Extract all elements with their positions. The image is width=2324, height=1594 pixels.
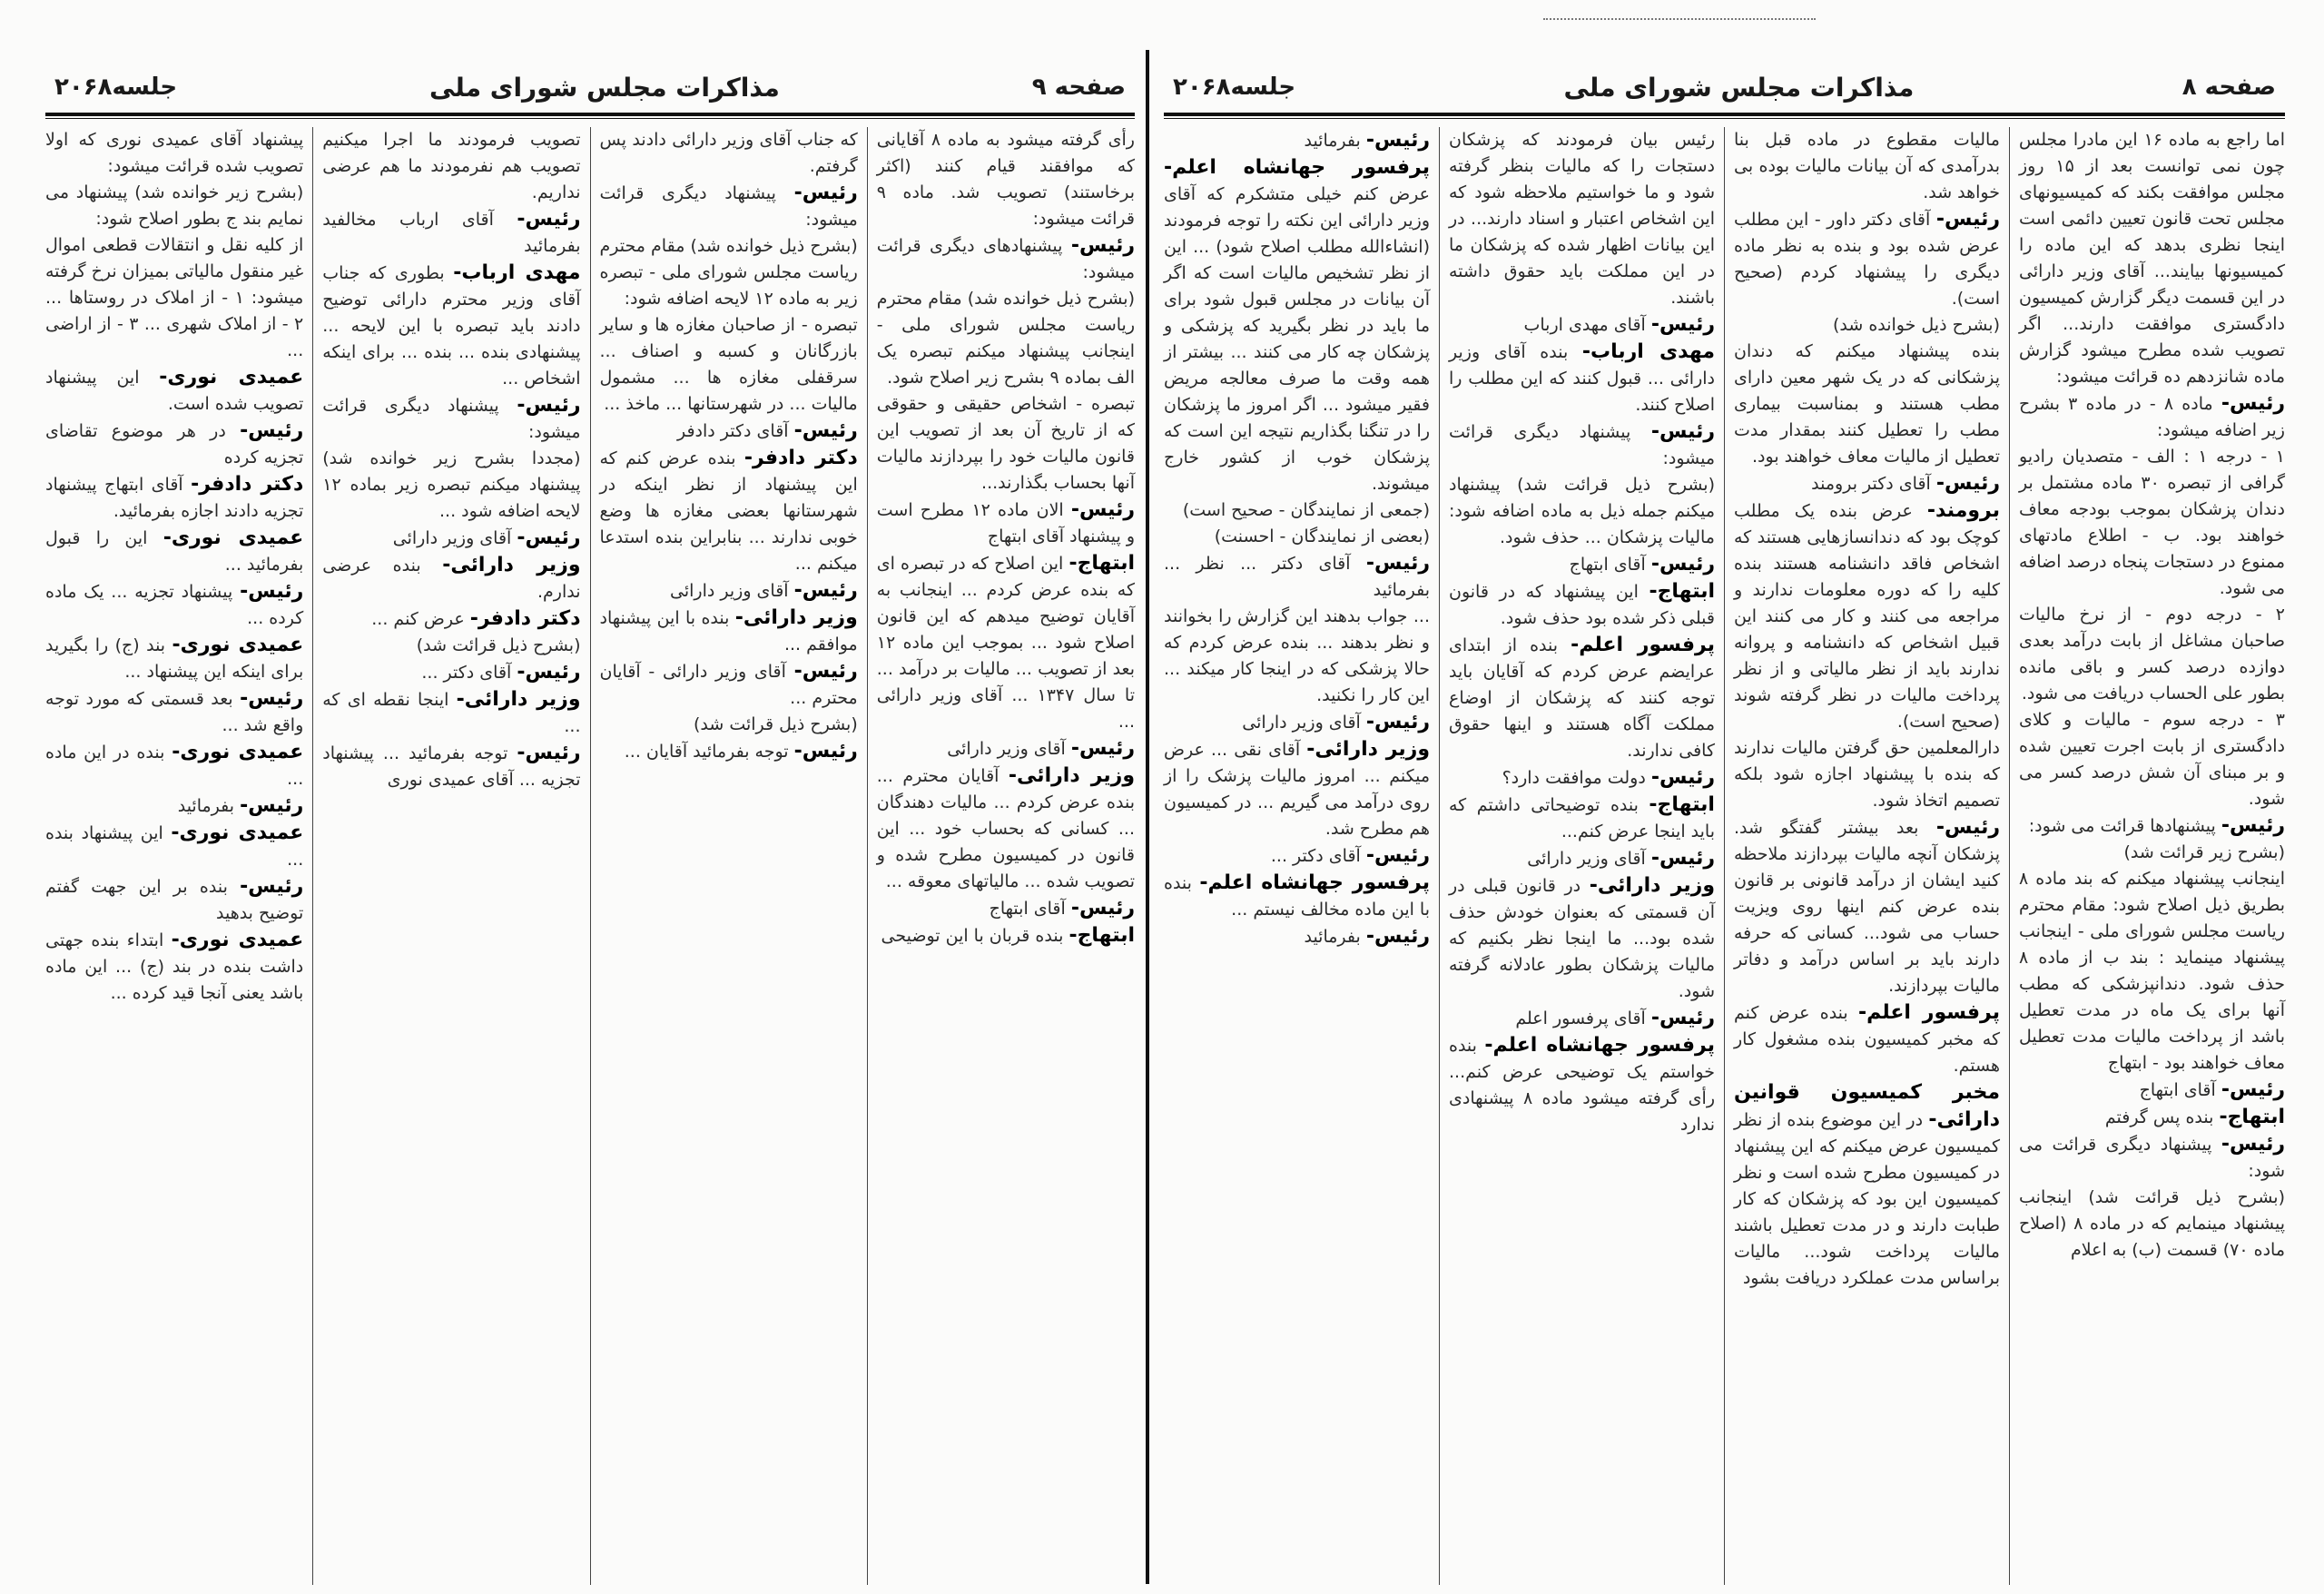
speaker-name: رئیس- [1365, 552, 1431, 575]
paragraph [322, 686, 580, 740]
speech-text: بنده بر این جهت گفتم توضیح بدهید [45, 877, 304, 923]
speech-text: (مجددا بشرح زیر خوانده شد) پیشنهاد میکنم تبصره زیر بماده ۱۲ لایحه اضافه شود ... [322, 448, 581, 521]
paragraph [1449, 1005, 1715, 1032]
paragraph [1164, 154, 1430, 497]
speaker-name: وزیر دارائی- [1589, 874, 1715, 897]
speech-text: بفرمائید [177, 796, 235, 816]
speaker-name: رئیس- [1365, 925, 1430, 948]
paragraph [1164, 497, 1430, 524]
speech-text: (بشرح زیر قرائت شد) [2123, 842, 2285, 862]
text-column [590, 127, 867, 1585]
paragraph [1734, 1079, 2000, 1292]
speech-text: پیشنهادهای دیگری قرائت میشود: [876, 236, 1135, 282]
column-body [1449, 127, 1715, 1138]
speech-text: آقای دکتر برومند [1811, 474, 1931, 494]
paragraph [1734, 814, 2000, 999]
speech-text: بنده پس گرفتم [2104, 1107, 2214, 1127]
header-rule-thin [1164, 118, 2285, 119]
speech-text: بنده عرضی ندارم. [322, 556, 581, 602]
paragraph [600, 712, 858, 738]
speaker-name: عمیدی نوری- [171, 929, 304, 951]
paragraph [45, 873, 303, 927]
speech-text: پیشنهادها قرائت می شود: [2028, 816, 2216, 836]
paragraph [322, 392, 580, 446]
paragraph [45, 180, 303, 232]
page-gutter-rule [1146, 50, 1149, 1584]
speaker-name: عمیدی نوری- [162, 526, 304, 549]
speaker-name: رئیس- [240, 687, 304, 710]
speaker-name: عمیدی نوری- [171, 822, 304, 844]
speech-text: آقای وزیر دارائی - آقایان محترم ... [599, 662, 858, 708]
speaker-name: رئیس- [240, 580, 304, 603]
paragraph [1734, 735, 2000, 814]
speech-text: دارالمعلمین حق گرفتن مالیات ندارند که بنده با پیشنهاد اجازه شود بلکه تصمیم اتخاذ شود. [1734, 738, 2000, 811]
columns [36, 127, 1144, 1585]
speaker-name: برومند- [1926, 499, 2000, 522]
paragraph [1734, 206, 2000, 312]
speech-text: (بشرح ذیل خوانده شد) [1832, 315, 2000, 335]
speech-text: این اصلاح که در تبصره ای که بنده عرض کردم ... اینجانب به آقایان توضیح میدهم که این قانون اصلاح شود ... بموجب این ماده ۱۲ بعد از تصویب ... مالیات بر درآمد ... تا سال ۱۳۴۷ ... آقای وزیر دارائی ... [876, 554, 1135, 732]
paragraph [45, 820, 303, 873]
speaker-name: رئیس- [793, 579, 858, 602]
paragraph [2019, 444, 2285, 602]
paragraph [1449, 872, 1715, 1005]
speech-text: ... جواب بدهند این گزارش را بخوانند و نظر بدهند ... بنده عرض کردم که حالا پزشکی که در اینجا کار میکند ... این کار را نکنید. [1164, 606, 1430, 705]
paragraph [600, 445, 858, 577]
page-number: صفحه ۹ [1031, 74, 1126, 101]
speech-text: بنده عرض کنم که این پیشنهاد از نظر اینکه در شهرستانها بعضی مغازه ها وضع خوبی ندارند ... بنابراین بنده استدعا میکنم ... [599, 448, 858, 574]
text-column [1724, 127, 2009, 1585]
speaker-name: وزیر دارائی- [734, 606, 858, 629]
speaker-name: رئیس- [2221, 1078, 2285, 1101]
paragraph [1449, 339, 1715, 418]
column-body [322, 127, 580, 793]
paragraph [1734, 497, 2000, 735]
speaker-name: مهدی ارباب- [453, 261, 581, 284]
paragraph [1734, 999, 2000, 1079]
speaker-name: ابتهاج- [1068, 924, 1135, 947]
text-column [312, 127, 589, 1585]
speaker-name: رئیس- [793, 419, 858, 442]
page-header [1155, 64, 2294, 111]
speech-text: آقای وزیر دارائی [392, 528, 512, 548]
paragraph [877, 391, 1135, 497]
speech-text: (بشرح زیر خوانده شد) پیشنهاد می نمایم بند ج بطور اصلاح شود: [45, 182, 304, 229]
paragraph [2019, 602, 2285, 707]
speaker-name: رئیس- [1935, 208, 2000, 231]
paragraph [877, 922, 1135, 950]
speaker-name: رئیس- [240, 419, 304, 442]
paragraph [45, 792, 303, 820]
paragraph [1449, 632, 1715, 764]
text-column [1155, 127, 1439, 1585]
speech-text: بند (ج) را بگیرید برای اینکه این پیشنهاد ... [45, 635, 304, 682]
speech-text: بطوری که جناب آقای وزیر محترم دارائی توضیح دادند باید تبصره با این لایحه ... پیشنهادی بنده ... بنده ... برای اینکه اشخاص ... [322, 263, 581, 389]
paragraph [45, 418, 303, 471]
paragraph [45, 578, 303, 632]
page-title: مذاکرات مجلس شورای ملی [428, 72, 780, 103]
speech-text: آقایان محترم ... بنده عرض کردم ... مالیات دهندگان ... کسانی که بحساب خود ... این قانون در کمیسیون مطرح شده و تصویب شده ... مالیاتهای معوقه ... [876, 766, 1135, 891]
paragraph [1164, 870, 1430, 923]
paragraph [600, 738, 858, 765]
speech-text: اینجانب پیشنهاد میکنم که بند ماده ۸ بطریق ذیل اصلاح شود: مقام محترم ریاست مجلس شورای ملی - اینجانب پیشنهاد مینماید : بند ب از ماده ۸ حذف شود. دندانپزشکی که مطب آنها برای یک ماه در مدت تعطیل باشد از پرداخت مالیات مدت تعطیل معاف خواهند بود - ابتهاج [2019, 869, 2285, 1073]
speaker-name: دکتر دادفر- [191, 473, 304, 496]
speech-text: بعد قسمتی که مورد توجه واقع شد ... [45, 689, 304, 735]
speaker-name: رئیس- [517, 208, 581, 231]
paragraph [600, 180, 858, 233]
paragraph [1164, 550, 1430, 604]
speech-text: (بشرح ذیل قرائت شد) اینجانب پیشنهاد مینمایم که در ماده ۸ (اصلاح ماده ۷۰) قسمت (ب) به اعلام [2019, 1187, 2286, 1260]
paragraph [45, 685, 303, 739]
speech-text: بنده خواستم یک توضیحی عرض کنم... رأی گرفته میشود ماده ۸ پیشنهادی ندارد [1449, 1036, 1715, 1135]
paragraph [877, 763, 1135, 895]
speaker-name: رئیس- [2221, 814, 2285, 837]
paragraph [45, 364, 303, 418]
speaker-name: وزیر دارائی- [1306, 738, 1431, 761]
speech-text: آقای نقی ... عرض میکنم ... امروز مالیات پزشک را از روی درآمد می گیریم ... در کمیسیون هم مطرح شد. [1164, 740, 1430, 839]
paragraph [322, 525, 580, 552]
speaker-name: دکتر دادفر- [469, 607, 581, 630]
speaker-name: رئیس- [240, 794, 304, 817]
speaker-name: وزیر دارائی- [1008, 764, 1135, 787]
paragraph [1449, 1032, 1715, 1138]
speech-text: آقای پرفسور اعلم [1515, 1009, 1646, 1028]
speaker-name: رئیس- [517, 742, 581, 764]
speaker-name: پرفسور اعلم- [1571, 634, 1715, 656]
paragraph [2019, 707, 2285, 812]
column-body [2019, 127, 2285, 1264]
speaker-name: رئیس- [1365, 129, 1430, 152]
paragraph [1734, 470, 2000, 497]
speaker-name: رئیس- [2221, 392, 2285, 415]
column-body [1734, 127, 2000, 1292]
paragraph [1164, 127, 1430, 154]
paragraph [600, 605, 858, 658]
speaker-name: رئیس- [517, 661, 581, 684]
header-rule-thin [45, 118, 1135, 119]
paragraph [45, 739, 303, 792]
speech-text: در قانون قبلی در آن قسمتی که بعنوان خودش حذف شده بود... ما اینجا نظر بکنیم که مالیات پزشکان بطور عادلانه گرفته شود. [1449, 876, 1715, 1001]
paragraph [45, 632, 303, 685]
speaker-name: ابتهاج- [1068, 552, 1135, 575]
paragraph [322, 605, 580, 633]
speaker-name: پرفسور جهانشاه اعلم- [1199, 871, 1431, 894]
paragraph [877, 895, 1135, 922]
speaker-name: رئیس- [517, 526, 581, 549]
speech-text: بنده در این ماده ... [45, 743, 304, 789]
paragraph [1449, 578, 1715, 632]
paragraph [1449, 845, 1715, 872]
paragraph [877, 735, 1135, 763]
session-number: جلسه۲۰۶۸ [1173, 74, 1296, 101]
speech-text: بفرمائید [1304, 927, 1361, 947]
paragraph [2019, 812, 2285, 840]
speech-text: بعد بیشتر گفتگو شد. پزشکان آنچه مالیات بپردازند ملاحظه کنید ایشان از درآمد قانونی بر قانون بنده عرض کنم اینها روی ویزیت حساب می شود... کسانی که حرفه دارند باید بر اساس درآمد و دفاتر مالیات بپردازند. [1734, 818, 2000, 996]
speaker-name: دکتر دادفر- [743, 447, 858, 469]
paragraph [322, 260, 580, 392]
speech-text: آقای دکتر دادفر [676, 421, 789, 441]
speech-text: ۱ - درجه ۱ : الف - متصدیان رادیو گرافی از تبصره ۳۰ ماده مشتمل بر دندان پزشکان بموجب بودجه معاف خواهند بود. ب - اطلاع مادتهای ممنوع در دستجات پنجاه درصد اضافه می شود. [2019, 447, 2285, 598]
paragraph [1449, 792, 1715, 845]
paragraph [2019, 866, 2285, 1077]
paragraph [2019, 390, 2285, 444]
speech-text: ۳ - درجه سوم - مالیات و کلای دادگستری از بابت اجرت تعیین شده و بر مبنای آن شش درصد کسر می شود. [2019, 710, 2285, 809]
paragraph: رئیس بیان فرمودند که پزشکان دستجات را که مالیات بنظر گرفته شود و ما خواستیم ملاحظه شود که این اشخاص اعتبار و اسناد دارند... در این بیانات اظهار شده که پزشکان ما در این مملکت باید حقوق داشته باشند. [1449, 130, 1715, 308]
speech-text: آقای ارباب مخالفید بفرمائید [322, 210, 581, 256]
paragraph [877, 497, 1135, 550]
column-body [600, 127, 858, 765]
speaker-name: رئیس- [1070, 737, 1135, 760]
paragraph: رأی گرفته میشود به ماده ۸ آقایانی که موافقند قیام کنند (اکثر برخاستند) تصویب شد. ماده ۹ قرائت میشود: [876, 130, 1135, 229]
speaker-name: رئیس- [793, 660, 858, 683]
speech-text: آقای ابتهاج [989, 899, 1066, 919]
paragraph [1449, 764, 1715, 792]
paragraph [1449, 311, 1715, 339]
speaker-name: رئیس- [793, 740, 858, 763]
column-body [1164, 127, 1430, 950]
paragraph [2019, 1104, 2285, 1131]
speaker-name: رئیس- [240, 875, 304, 898]
speaker-name: رئیس- [1070, 498, 1135, 521]
paragraph [600, 312, 858, 418]
column-body [877, 127, 1135, 950]
speaker-name: رئیس- [1650, 420, 1715, 443]
speech-text: این پیشنهاد تصویب شده است. [45, 368, 304, 414]
speech-text: عرض کنم خیلی متشکرم که آقای وزیر دارائی این نکته را توجه فرمودند (انشاءالله مطلب اصلاح شود) ... این از نظر تشخیص مالیات است که اگر آن بیانات در مجلس قبول شود برای ما باید در نظر بگیرید که پزشکی و پزشکان چه کار می کنند ... بیشتر از همه وقت ما صرف معالجه مریض فقیر میشود ... اگر امروز ما پزشکان را در تنگنا بگذاریم نتیجه این است که پزشکان خوب از کشور خارج میشوند. [1164, 184, 1430, 494]
paragraph [600, 418, 858, 445]
paragraph [600, 233, 858, 312]
page-header [36, 64, 1144, 111]
speech-text: (بشرح ذیل خوانده شد) مقام محترم ریاست مجلس شورای ملی - اینجانب پیشنهاد میکنم تبصره یک الف بماده ۹ بشرح زیر اصلاح شود. [876, 289, 1135, 388]
paragraph [322, 552, 580, 605]
speech-text: پیشنهاد دیگری قرائت میشود: [322, 396, 581, 442]
speech-text: ماده ۸ - در ماده ۳ بشرح زیر اضافه میشود: [2019, 394, 2285, 440]
speech-text: ابتداء بنده جهتی داشت بنده در بند (ج) ... این ماده باشد یعنی آنجا قید کرده ... [45, 930, 304, 1003]
speech-text: آقای ابتهاج [2139, 1080, 2216, 1100]
paragraph: مالیات مقطوع در ماده قبل بنا بدرآمدی که آن بیانات مالیات بوده بی خواهد شد. [1734, 130, 2000, 202]
speech-text: (بشرح ذیل قرائت شد) [693, 714, 858, 734]
speaker-name: ابتهاج- [1649, 580, 1715, 603]
paragraph [1449, 418, 1715, 472]
paragraph [1164, 923, 1430, 950]
speech-text: بنده پیشنهاد میکنم که دندان پزشکانی که در یک شهر معین دارای مطب هستند و بمناسبت بیماری مطب را تعطیل کنند بمقدار مدت تعطیل از مالیات معاف خواهند بود. [1734, 341, 2000, 467]
speaker-name: مخبر کمیسیون قوانین دارائی- [1734, 1081, 2001, 1131]
speaker-name: رئیس- [2221, 1133, 2285, 1156]
paragraph [45, 232, 303, 364]
speaker-name: عمیدی نوری- [159, 366, 304, 389]
speech-text: آقای وزیر دارائی [1242, 713, 1361, 733]
speech-text: عرض بنده یک مطلب کوچک بود که دندانسازهایی هستند که اشخاص فاقد دانشنامه هستند بنده کلیه را که دوره معلومات ندارند و مراجعه می کنند و کار می کنند این قبیل اشخاص که دانشنامه و پروانه ندارند باید از نظر مالیاتی و از نظر پرداخت مالیات در نظر گرفته شوند (صحیح است). [1734, 501, 2000, 732]
speaker-name: ابتهاج- [2219, 1106, 2285, 1128]
paragraph [45, 471, 303, 525]
paragraph [2019, 1077, 2285, 1104]
speech-text: بنده قربان با این توضیحی [881, 926, 1064, 946]
paragraph: پیشنهاد آقای عمیدی نوری که اولا تصویب شده قرائت میشود: [45, 130, 304, 176]
speaker-name: رئیس- [1070, 897, 1135, 920]
speech-text: الان ماده ۱۲ مطرح است و پیشنهاد آقای ابتهاج [876, 500, 1135, 546]
header-rule [1164, 113, 2285, 116]
paragraph [322, 659, 580, 686]
speech-text: توجه بفرمائید ... پیشنهاد تجزیه ... آقای عمیدی نوری [322, 743, 581, 790]
paragraph: تصویب فرمودند ما اجرا میکنیم تصویب هم نفرمودند ما هم عرضی نداریم. [322, 130, 581, 202]
text-column [867, 127, 1144, 1585]
paragraph [45, 525, 303, 578]
speech-text: پیشنهاد دیگری قرائت میشود: [1449, 422, 1715, 468]
speaker-name: وزیر دارائی- [442, 554, 581, 576]
speech-text: بنده توضیحاتی داشتم که باید اینجا عرض کنم... [1449, 795, 1715, 841]
speech-text: دولت موافقت دارد؟ [1502, 768, 1646, 788]
speech-text: (بشرح ذیل قرائت شد) [416, 635, 581, 655]
speech-text: ۲ - درجه دوم - از نرخ مالیات صاحبان مشاغل از بابت درآمد بعدی دوازده درصد کسر و باقی مانده بطور علی الحساب دریافت می شود. [2019, 605, 2285, 704]
speech-text: تبصره - از صاحبان مغازه ها و سایر بازرگانان و کسبه و اصناف ... سرقفلی مغازه ها ... مشمول مالیات ... در شهرستانها ... ماخذ ... [599, 315, 858, 414]
speaker-name: رئیس- [1365, 711, 1430, 733]
speaker-name: رئیس- [1365, 844, 1430, 867]
speech-text: آقای وزیر دارائی [1527, 849, 1646, 869]
paragraph [1164, 604, 1430, 709]
speaker-name: عمیدی نوری- [172, 741, 304, 763]
paragraph [322, 206, 580, 260]
speaker-name: پرفسور جهانشاه اعلم- [1164, 156, 1430, 179]
column-body [45, 127, 303, 1007]
speech-text: (بشرح ذیل خوانده شد) مقام محترم ریاست مجلس شورای ملی - تبصره زیر به ماده ۱۲ لایحه اضافه شود: [599, 236, 858, 309]
speaker-name: مهدی ارباب- [1581, 340, 1715, 363]
paragraph [322, 633, 580, 659]
speech-text: عرض کنم ... [371, 609, 465, 629]
speaker-name: رئیس- [1935, 472, 2000, 495]
paragraph [2019, 1131, 2285, 1185]
speaker-name: رئیس- [793, 182, 858, 204]
speech-text: بفرمائید [1304, 131, 1361, 151]
speech-text: توجه بفرمائید آقایان ... [624, 742, 789, 762]
page-title: مذاکرات مجلس شورای ملی [1563, 72, 1915, 103]
header-rule [45, 113, 1135, 116]
speech-text: این را قبول بفرمائید ... [45, 528, 304, 575]
columns [1155, 127, 2294, 1585]
speech-text: بنده آقای وزیر دارائی ... قبول کنند که این مطلب را اصلاح کنند. [1449, 342, 1715, 415]
speaker-name: رئیس- [1650, 766, 1715, 789]
paragraph [45, 927, 303, 1007]
session-number: جلسه۲۰۶۸ [54, 74, 178, 101]
speech-text: این پیشنهاد بنده ... [45, 823, 304, 870]
text-column [1439, 127, 1724, 1585]
paragraph [600, 658, 858, 712]
speech-text: تبصره - اشخاص حقیقی و حقوقی که از تاریخ آن بعد از تصویب این قانون مالیات خود را بپردازند مالیات آنها بحساب بگذارند... [876, 394, 1135, 493]
speaker-name: عمیدی نوری- [172, 634, 304, 656]
paragraph [877, 232, 1135, 286]
speech-text: بنده از ابتدای عرایضم عرض کردم که آقایان باید توجه کنند که پزشکان از اوضاع مملکت آگاه هستند و اینها حقوق کافی ندارند. [1449, 635, 1715, 761]
paragraph [1164, 524, 1430, 550]
speaker-name: ابتهاج- [1649, 793, 1715, 816]
speech-text: آقای دکتر ... [1270, 846, 1361, 866]
speech-text: از کلیه نقل و انتقالات قطعی اموال غیر منقول مالیاتی بمیزان نرخ گرفته میشود: ۱ - از املاک در روستاها ... ۲ - از املاک شهری ... ۳ - از اراضی ... [45, 235, 304, 360]
text-column [36, 127, 312, 1585]
paragraph [1734, 339, 2000, 470]
paragraph [1164, 736, 1430, 842]
speaker-name: رئیس- [1650, 313, 1715, 336]
speech-text: آقای دکتر ... [421, 663, 512, 683]
speech-text: آقای مهدی ارباب [1523, 315, 1646, 335]
speaker-name: رئیس- [517, 394, 581, 417]
text-column [2009, 127, 2294, 1585]
paragraph [1734, 312, 2000, 339]
speaker-name: پرفسور جهانشاه اعلم- [1484, 1034, 1716, 1057]
speech-text: پیشنهاد دیگری قرائت می شود: [2019, 1135, 2285, 1181]
speech-text: آقای دکتر داور - این مطلب عرض شده بود و بنده به نظر ماده دیگری را پیشنهاد کردم (صحیح است). [1734, 210, 2000, 309]
paragraph [2019, 840, 2285, 866]
paragraph [1164, 709, 1430, 736]
paragraph [322, 740, 580, 793]
paragraph [2019, 1185, 2285, 1264]
speech-text: (بشرح ذیل قرائت شد) پیشنهاد میکنم جمله ذیل به ماده اضافه شود: مالیات پزشکان ... حذف شود. [1449, 475, 1715, 547]
speech-text: در هر موضوع تقاضای تجزیه کرده [45, 421, 304, 467]
speech-text: این پیشنهاد که در قانون قبلی ذکر شده بود حذف شود. [1449, 582, 1715, 628]
speech-text: آقای ابتهاج پیشنهاد تجزیه دادند اجازه بفرمائید. [45, 475, 304, 521]
paragraph [877, 550, 1135, 735]
speech-text: (جمعی از نمایندگان - صحیح است) [1182, 500, 1430, 520]
paragraph: که جناب آقای وزیر دارائی دادند پس گرفتم. [599, 130, 858, 176]
speaker-name: رئیس- [1935, 816, 2000, 839]
speech-text: اینجا نقطه ای که ... [322, 690, 581, 736]
speech-text: در این موضوع بنده از نظر کمیسیون عرض میکنم که این پیشنهاد در کمیسیون مطرح شده است و نظر کمیسیون این بود که پزشکان که کار طبابت دارند و در مدت تعطیل باشند مالیات پرداخت شود... مالیات براساس مدت عملکرد دریافت بشود [1734, 1110, 2000, 1288]
speaker-name: رئیس- [1070, 234, 1136, 257]
paragraph [1164, 842, 1430, 870]
speech-text: آقای ابتهاج [1569, 555, 1646, 575]
paragraph: اما راجع به ماده ۱۶ این مادرا مجلس چون نمی توانست بعد از ۱۵ روز مجلس موافقت بکند که کمیسیونهای مجلس تحت قانون تعیین دائمی است اینجا نظری بدهد که این ماده را کمیسیونها بیایند... آقای وزیر دارائی در این قسمت دیگر گزارش کمیسیون دادگستری موافقت دارند... اگر تصویب شده مطرح میشود گزارش ماده شانزدهم ده قرائت میشود: [2019, 130, 2285, 387]
speech-text: پیشنهاد تجزیه ... یک ماده کرده ... [45, 582, 304, 628]
speaker-name: رئیس- [1650, 553, 1715, 576]
paragraph [600, 577, 858, 605]
speech-text: آقای وزیر دارائی [947, 739, 1066, 759]
paragraph [1449, 551, 1715, 578]
speech-text: پیشنهاد دیگری قرائت میشود: [599, 183, 858, 230]
speech-text: آقای دکتر ... نظر ... بفرمائید [1164, 554, 1430, 600]
page-number: صفحه ۸ [2181, 74, 2276, 101]
speech-text: بنده عرض کنم که مخبر کمیسیون بنده مشغول کار هستم. [1734, 1003, 2000, 1076]
paragraph [1449, 472, 1715, 551]
speaker-name: وزیر دارائی- [456, 688, 581, 711]
paragraph [322, 446, 580, 525]
speech-text: (بعضی از نمایندگان - احسنت) [1214, 526, 1430, 546]
speaker-name: رئیس- [1650, 847, 1715, 870]
page-8 [1155, 0, 2294, 1594]
paragraph [877, 286, 1135, 391]
speaker-name: پرفسور اعلم- [1857, 1001, 2000, 1024]
speech-text: بنده با این پیشنهاد موافقم ... [599, 608, 858, 654]
speech-text: آقای وزیر دارائی [670, 581, 789, 601]
speech-text: بنده با این ماده مخالف نیستم ... [1164, 873, 1430, 920]
speaker-name: رئیس- [1650, 1007, 1715, 1029]
page-9 [36, 0, 1144, 1594]
